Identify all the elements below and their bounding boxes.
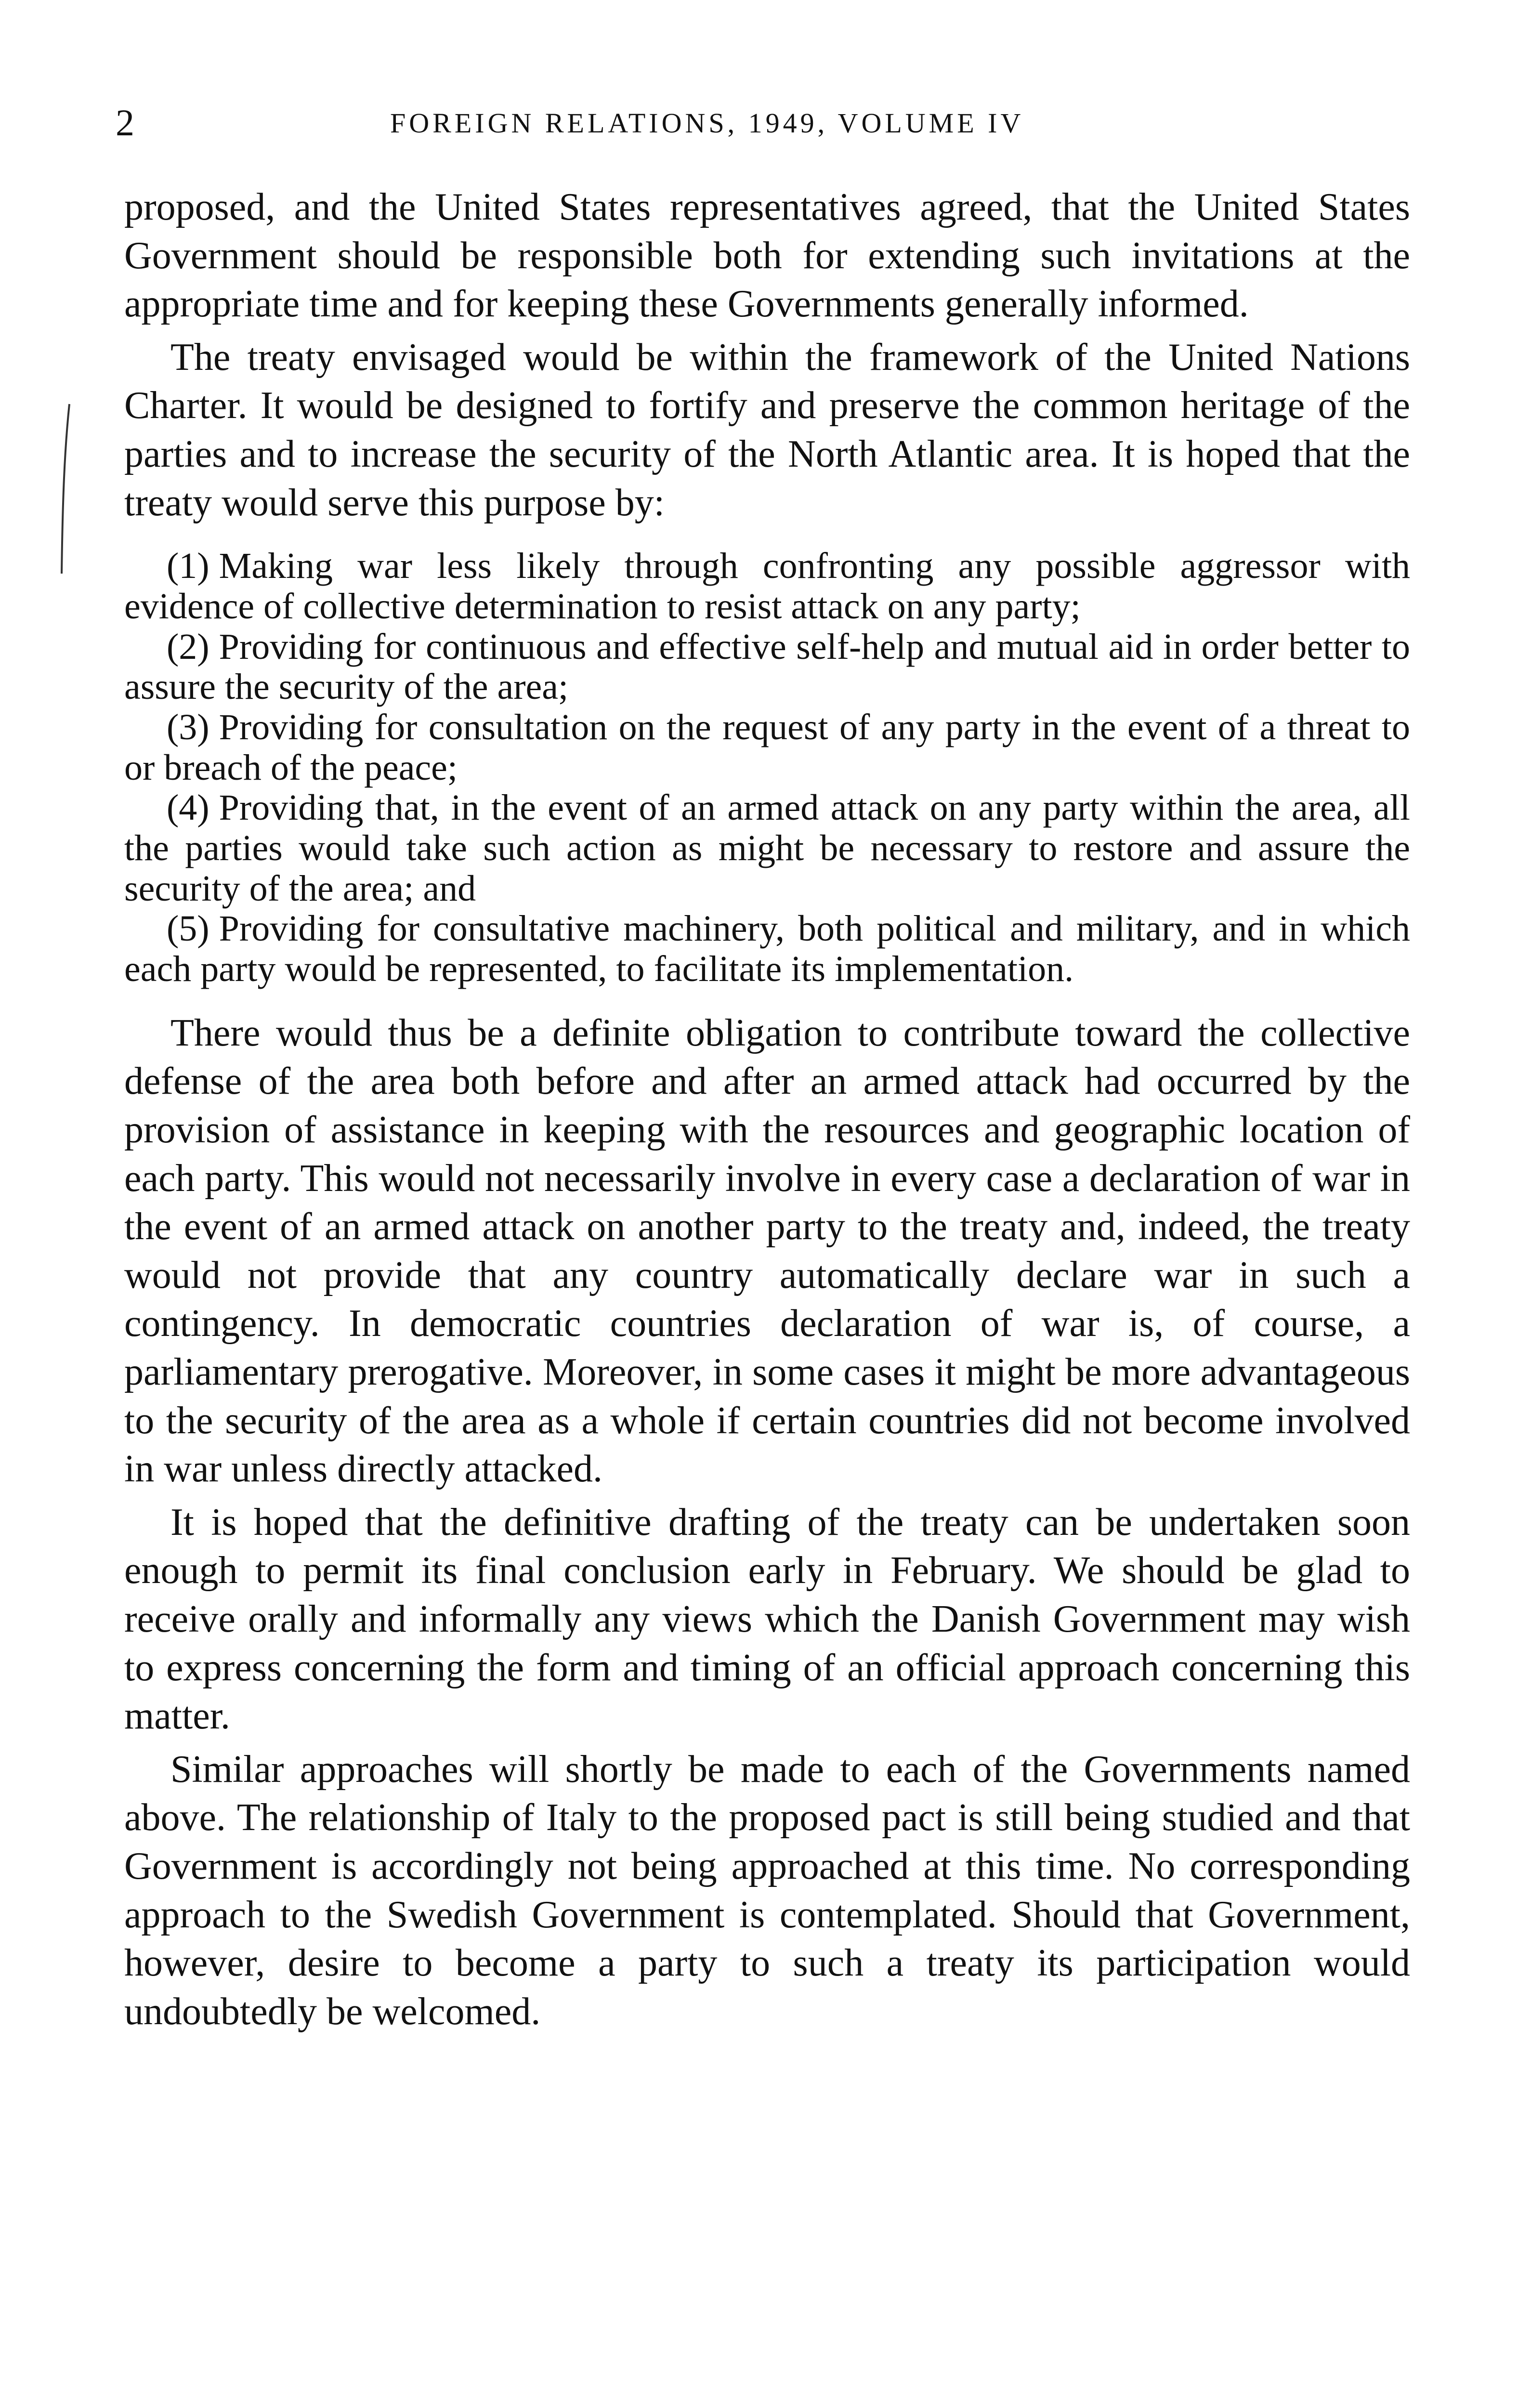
list-item-text: Providing for continuous and effective self-help and mutual aid in order better to assure the security of the area; [124, 626, 1410, 707]
list-item-text: Providing that, in the event of an armed attack on any party within the area, all the parties would take such action as might be necessary to restore and assure the security of the area; and [124, 787, 1410, 909]
list-item-number: (4) [167, 787, 209, 828]
list-item [124, 627, 1410, 707]
page-number: 2 [116, 102, 134, 144]
list-item-number: (5) [167, 908, 209, 949]
list-item-text: Making war less likely through confronting any possible aggressor with evidence of collective determination to resist attack on any party; [124, 546, 1410, 627]
paragraph-treaty-framework: The treaty envisaged would be within the framework of the United Nations Charter. It would be designed to fortify and preserve the common heritage of the parties and to increase the security of the North Atlantic area. It is hoped that the treaty would serve this purpose by: [124, 336, 1410, 524]
list-item-number: (2) [167, 626, 209, 667]
paragraph-drafting: It is hoped that the definitive drafting of the treaty can be undertaken soon enough to permit its final conclusion early in February. We should be glad to receive orally and informally any views which the Danish Government may wish to express concerning the form and timing of an official approach concerning this matter. [124, 1501, 1410, 1738]
purpose-list [124, 546, 1410, 990]
paragraph-continuation: proposed, and the United States representatives agreed, that the United States Government should be responsible both for extending such invitations at the appropriate time and for keeping these Governments generally informed. [124, 186, 1410, 326]
list-item [124, 546, 1410, 627]
list-item-number: (1) [167, 546, 209, 587]
body-text [124, 183, 1410, 2036]
list-item [124, 909, 1410, 989]
list-item-text: Providing for consultative machinery, both political and military, and in which each party would be represented, to facilitate its implementation. [124, 908, 1410, 990]
list-item [124, 788, 1410, 909]
list-item-number: (3) [167, 707, 209, 747]
list-item-text: Providing for consultation on the request of any party in the event of a threat to or breach of the peace; [124, 707, 1410, 788]
margin-mark-line [56, 402, 75, 576]
running-head: FOREIGN RELATIONS, 1949, VOLUME IV [390, 107, 1024, 139]
paragraph-obligation: There would thus be a definite obligation to contribute toward the collective defense of the area both before and after an armed attack had occurred by the provision of assistance in keeping with the resources and geographic location of each party. This would not necessarily involve in every case a declaration of war in the event of an armed attack on another party to the treaty and, indeed, the treaty would not provide that any country automatically declare war in such a contingency. In democratic countries declaration of war is, of course, a parliamentary prerogative. Moreover, in some cases it might be more advantageous to the security of the area as a whole if certain countries did not become involved in war unless directly attacked. [124, 1011, 1410, 1491]
page-header [116, 96, 1416, 149]
paragraph-similar-approaches: Similar approaches will shortly be made to each of the Governments named above. The relationship of Italy to the proposed pact is still being studied and that Government is accordingly not being approached at this time. No corresponding approach to the Swedish Government is contemplated. Should that Government, however, desire to become a party to such a treaty its participation would undoubtedly be welcomed. [124, 1748, 1410, 2033]
list-item [124, 707, 1410, 788]
